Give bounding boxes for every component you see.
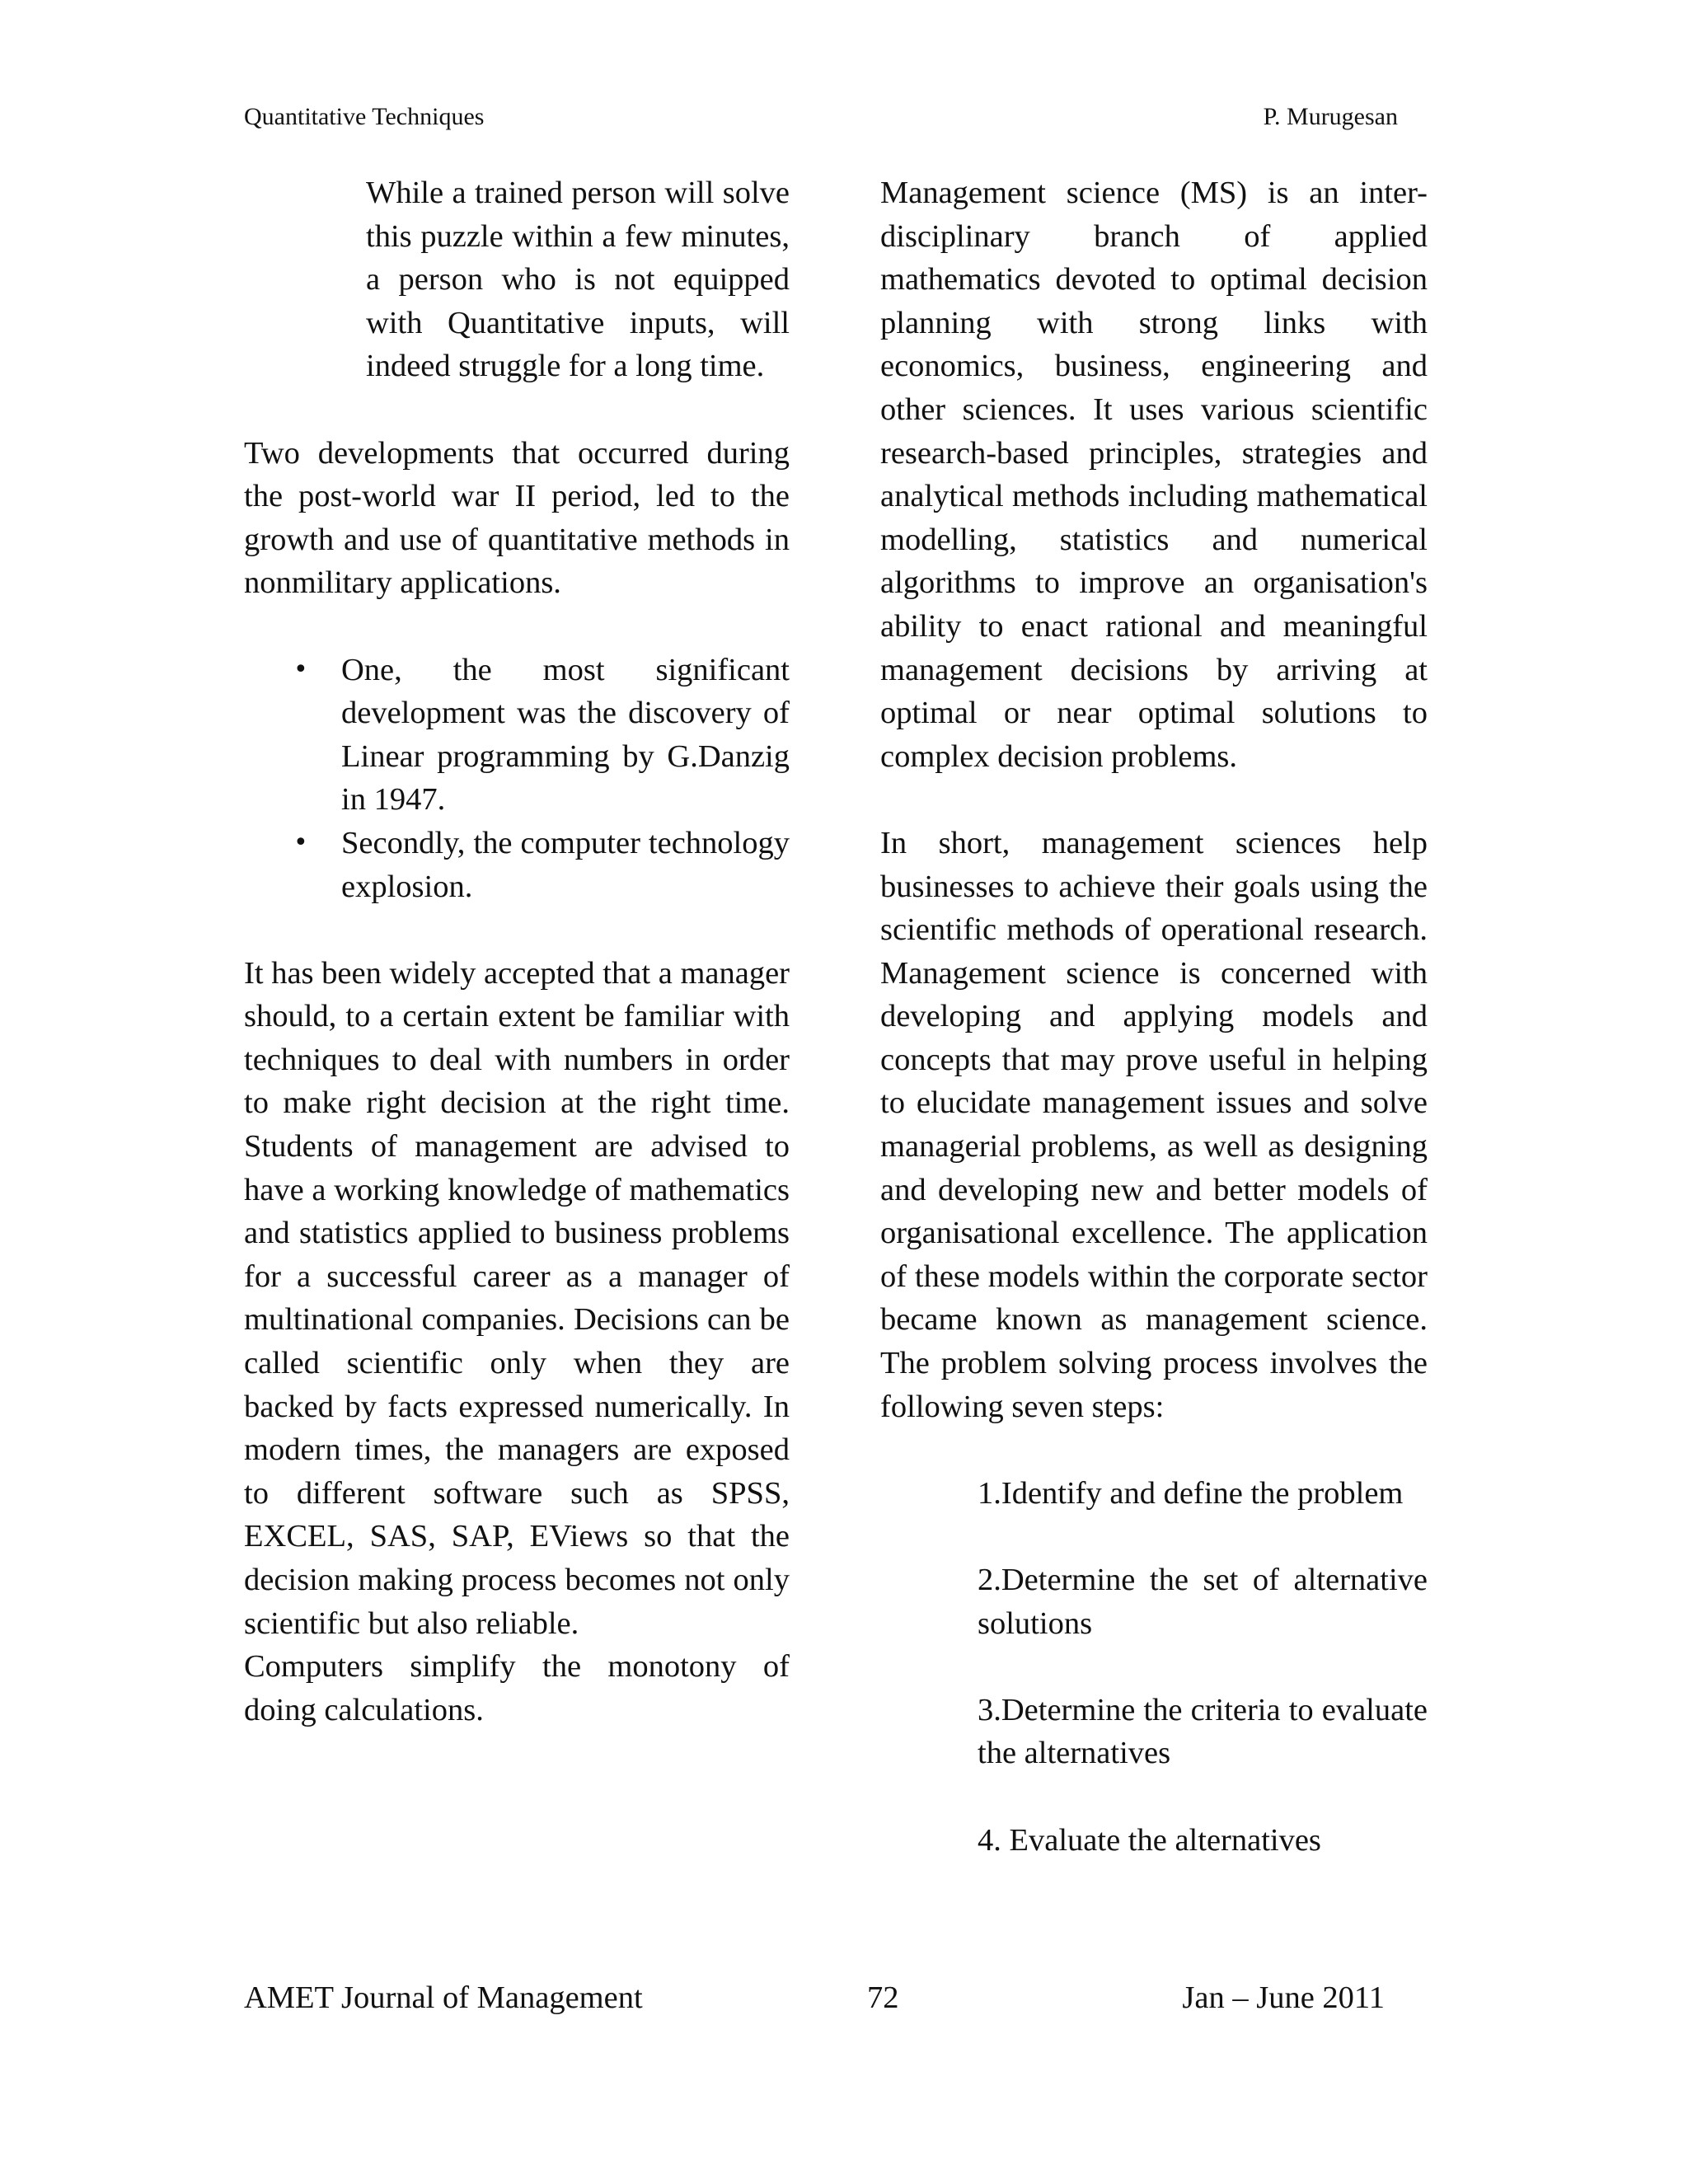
management-science-definition-paragraph: Management science (MS) is an inter-disciplinary branch of applied mathematics devoted to optimal decision planning with strong links with economics, business, engineering and other sciences. It uses various scientific research-based principles, strategies and analytical methods including mathematical modelling, statistics and numerical algorithms to improve an organisation's ability to enact rational and meaningful management decisions by arriving at optimal or near optimal solutions to complex decision problems. [880, 176, 1428, 774]
page-footer [244, 1975, 1385, 2021]
indented-quote-paragraph: While a trained person will solve this puzzle within a few minutes, a person who is not equipped with Quantitative inputs, will indeed struggle for a long time. [366, 176, 790, 384]
developments-bullet-list [244, 649, 790, 909]
manager-knowledge-paragraph: It has been widely accepted that a manager should, to a certain extent be familiar with techniques to deal with numbers in order to make right decision at the right time. Students of management are advised to have a working knowledge of mathematics and statistics applied to business problems for a successful career as a manager of multinational companies. Decisions can be called scientific only when they are backed by facts expressed numerically. In modern times, the managers are exposed to different software such as SPSS, EXCEL, SAS, SAP, EViews so that the decision making process becomes not only scientific but also reliable. [244, 955, 790, 1641]
footer-page-number: 72 [867, 1980, 899, 2015]
running-header-title: Quantitative Techniques [244, 103, 485, 130]
step-item: 3.Determine the criteria to evaluate the alternatives [978, 1692, 1428, 1771]
left-column [244, 171, 790, 1732]
problem-solving-steps-list [880, 1472, 1428, 1862]
footer-issue-date: Jan – June 2011 [1182, 1980, 1385, 2015]
step-item: 1.Identify and define the problem [978, 1475, 1404, 1511]
step-item: 4. Evaluate the alternatives [978, 1822, 1321, 1858]
developments-paragraph: Two developments that occurred during the post-world war II period, led to the growth and use of quantitative methods in nonmilitary applications. [244, 435, 790, 601]
management-science-short-paragraph: In short, management sciences help businesses to achieve their goals using the scientific methods of operational research. Management science is concerned with developing and applying models and concepts that may prove useful in helping to elucidate management issues and solve managerial problems, as well as designing and developing new and better models of organisational excellence. The application of these models within the corporate sector became known as management science. The problem solving process involves the following seven steps: [880, 825, 1428, 1424]
right-column [880, 171, 1428, 1905]
bullet-item [244, 649, 790, 822]
bullet-item [244, 822, 790, 908]
bullet-item-text: One, the most significant development was the discovery of Linear programming by G.Danzig in 1947. [341, 652, 790, 818]
step-item: 2.Determine the set of alternative solutions [978, 1563, 1428, 1641]
running-header-author: P. Murugesan [1263, 103, 1398, 130]
computers-paragraph: Computers simplify the monotony of doing calculations. [244, 1649, 790, 1727]
running-header [244, 101, 1398, 134]
bullet-item-text: Secondly, the computer technology explosion. [341, 825, 790, 904]
footer-journal-name: AMET Journal of Management [244, 1980, 643, 2015]
bullet-icon: • [293, 827, 308, 857]
bullet-icon: • [293, 654, 308, 684]
